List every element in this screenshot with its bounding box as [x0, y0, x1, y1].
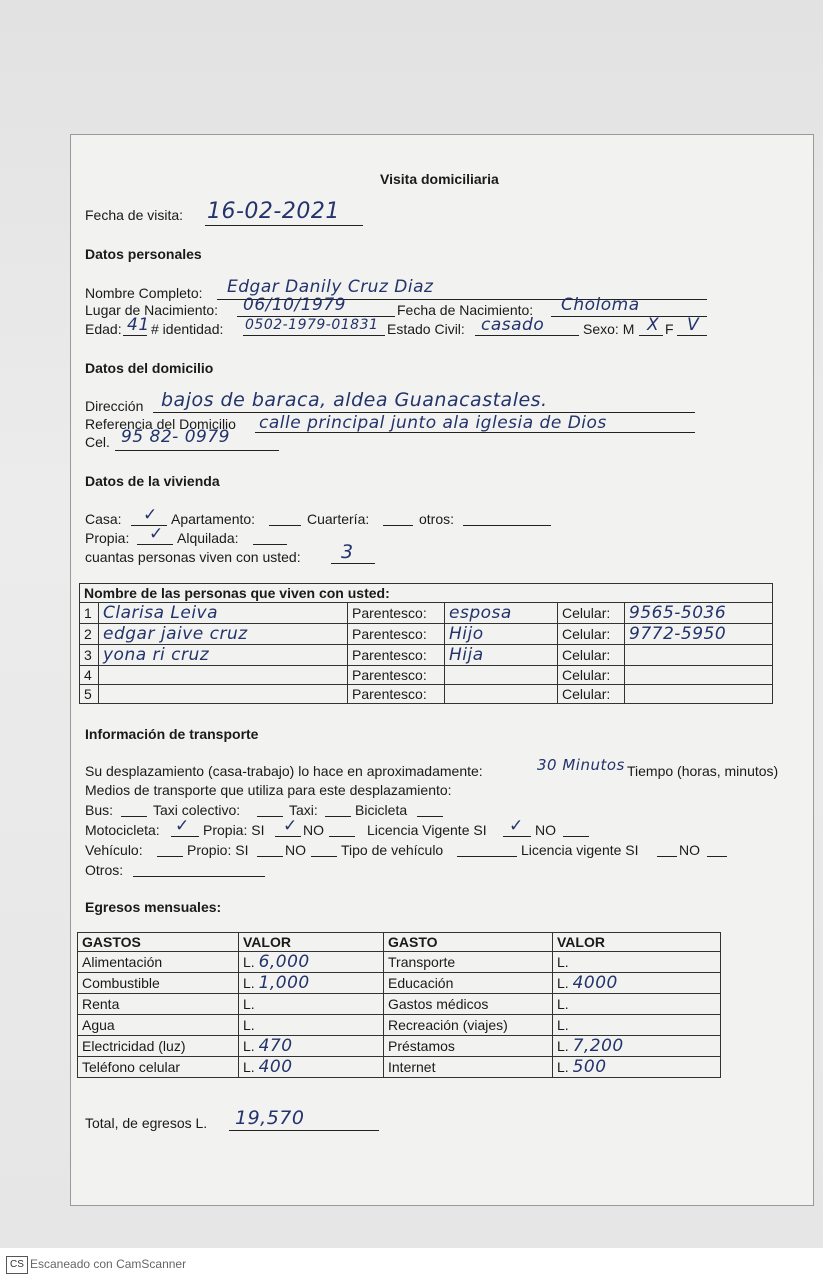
age-value: 41 [127, 315, 150, 335]
licencia2-no-label: NO [679, 842, 700, 858]
taxi-label: Taxi: [289, 802, 318, 818]
sex-label: Sexo: M [583, 321, 635, 337]
table-row: Agua L. Recreación (viajes) L. [78, 1015, 721, 1036]
person-cel: 9565-5036 [625, 603, 773, 624]
cel-value: 95 82- 0979 [121, 427, 230, 447]
otros-label: otros: [419, 511, 455, 527]
person-relation [445, 685, 558, 704]
moto-value: ✓ [175, 816, 190, 836]
propia-si-value: ✓ [283, 816, 298, 836]
licencia2-label: Licencia vigente SI [521, 842, 639, 858]
birthdate-value: Choloma [561, 295, 640, 315]
commute-value: 30 Minutos [537, 756, 625, 774]
birthplace-label: Lugar de Nacimiento: [85, 302, 219, 318]
means-label: Medios de transporte que utiliza para este desplazamiento: [85, 782, 452, 798]
visit-date-value: 16-02-2021 [207, 199, 340, 224]
expenses-heading: Egresos mensuales: [85, 899, 222, 915]
people-count-label: cuantas personas viven con usted: [85, 549, 301, 565]
vehiculo-no-label: NO [285, 842, 306, 858]
apartamento-label: Apartamento: [171, 511, 256, 527]
person-relation: Hija [445, 645, 558, 666]
person-name: yona ri cruz [99, 645, 348, 666]
name-value: Edgar Danily Cruz Diaz [227, 277, 434, 297]
propia-value: ✓ [149, 524, 164, 544]
total-label: Total, de egresos L. [85, 1115, 208, 1131]
civil-value: casado [481, 315, 545, 335]
visit-date-label: Fecha de visita: [85, 207, 184, 223]
expense-value: 7,200 [572, 1036, 624, 1056]
person-relation: esposa [445, 603, 558, 624]
person-cel: 9772-5950 [625, 624, 773, 645]
cel-label: Cel. [85, 434, 110, 450]
licencia-value: ✓ [509, 816, 524, 836]
address-heading: Datos del domicilio [85, 360, 214, 376]
person-cel [625, 645, 773, 666]
transport-otros-label: Otros: [85, 862, 124, 878]
table-row: Alimentación L. 6,000 Transporte L. [78, 952, 721, 973]
expense-value: 1,000 [258, 973, 310, 993]
propia-si-label: Propia: SI [203, 822, 265, 838]
form-sheet [70, 134, 814, 1206]
personal-heading: Datos personales [85, 246, 202, 262]
reference-value: calle principal junto ala iglesia de Dios [259, 413, 607, 433]
licencia-label: Licencia Vigente SI [367, 822, 487, 838]
camscanner-logo: CS [6, 1256, 28, 1274]
address-label: Dirección [85, 398, 144, 414]
casa-label: Casa: [85, 511, 122, 527]
moto-no-label: NO [303, 822, 324, 838]
household-table [79, 583, 773, 704]
taxi-colectivo-label: Taxi colectivo: [153, 802, 241, 818]
address-value: bajos de baraca, aldea Guanacastales. [161, 389, 548, 411]
household-header: Nombre de las personas que viven con usted: [80, 584, 773, 603]
transport-heading: Información de transporte [85, 726, 259, 742]
table-row: 2 edgar jaive cruz Parentesco: Hijo Celular: 9772-5950 [80, 624, 773, 645]
birthdate-label: Fecha de Nacimiento: [397, 302, 534, 318]
person-cel [625, 666, 773, 685]
person-name [99, 685, 348, 704]
table-row: 1 Clarisa Leiva Parentesco: esposa Celular: 9565-5036 [80, 603, 773, 624]
reference-label: Referencia del Domicilio [85, 416, 236, 432]
name-label: Nombre Completo: [85, 285, 203, 301]
moto-label: Motocicleta: [85, 822, 160, 838]
birthplace-value: 06/10/1979 [243, 295, 346, 315]
bicicleta-label: Bicicleta [355, 802, 408, 818]
table-row: Electricidad (luz) L. 470 Préstamos L. 7,200 [78, 1036, 721, 1057]
age-label: Edad: [85, 321, 122, 337]
licencia-no-label: NO [535, 822, 556, 838]
sex-f-value: V [687, 315, 700, 335]
table-row: 4 Parentesco: Celular: [80, 666, 773, 685]
person-relation [445, 666, 558, 685]
vehiculo-label: Vehículo: [85, 842, 143, 858]
form-title: Visita domiciliaria [380, 171, 499, 187]
expense-value: 400 [258, 1057, 293, 1077]
cuarteria-label: Cuartería: [307, 511, 370, 527]
expense-value: 470 [258, 1036, 293, 1056]
table-row: Renta L. Gastos médicos L. [78, 994, 721, 1015]
expense-value: 6,000 [258, 952, 310, 972]
table-row: 5 Parentesco: Celular: [80, 685, 773, 704]
person-name: Clarisa Leiva [99, 603, 348, 624]
commute-suffix: Tiempo (horas, minutos) [627, 763, 779, 779]
tipo-vehiculo-label: Tipo de vehículo [341, 842, 444, 858]
casa-value: ✓ [143, 505, 158, 525]
commute-label: Su desplazamiento (casa-trabajo) lo hace en aproximadamente: [85, 763, 483, 779]
camscanner-text: Escaneado con CamScanner [30, 1257, 187, 1271]
housing-heading: Datos de la vivienda [85, 473, 220, 489]
civil-label: Estado Civil: [387, 321, 465, 337]
id-label: # identidad: [151, 321, 224, 337]
total-value: 19,570 [235, 1107, 305, 1129]
expenses-table: GASTOS VALOR GASTO VALOR Alimentación L. 6,000 Transporte L. Combustible L. 1,000 Educación L. 4000 Renta L. Gastos médicos L. Agua L. Recreación (viajes) L. Electricidad (luz) L. 470 Préstamos L. 7,200 Teléfono celular L. 400 Internet L. 500 [77, 932, 721, 1078]
person-relation: Hijo [445, 624, 558, 645]
expense-value: 4000 [572, 973, 618, 993]
sex-f-label: F [665, 321, 674, 337]
people-count-value: 3 [341, 541, 354, 563]
sex-m-value: X [647, 315, 660, 335]
id-value: 0502-1979-01831 [245, 317, 379, 333]
person-name [99, 666, 348, 685]
table-row: Combustible L. 1,000 Educación L. 4000 [78, 973, 721, 994]
person-name: edgar jaive cruz [99, 624, 348, 645]
person-cel [625, 685, 773, 704]
alquilada-label: Alquilada: [177, 530, 239, 546]
propio-si-label: Propio: SI [187, 842, 249, 858]
table-row: 3 yona ri cruz Parentesco: Hija Celular: [80, 645, 773, 666]
expense-value: 500 [572, 1057, 607, 1077]
bus-label: Bus: [85, 802, 114, 818]
propia-label: Propia: [85, 530, 130, 546]
table-row: Teléfono celular L. 400 Internet L. 500 [78, 1057, 721, 1078]
